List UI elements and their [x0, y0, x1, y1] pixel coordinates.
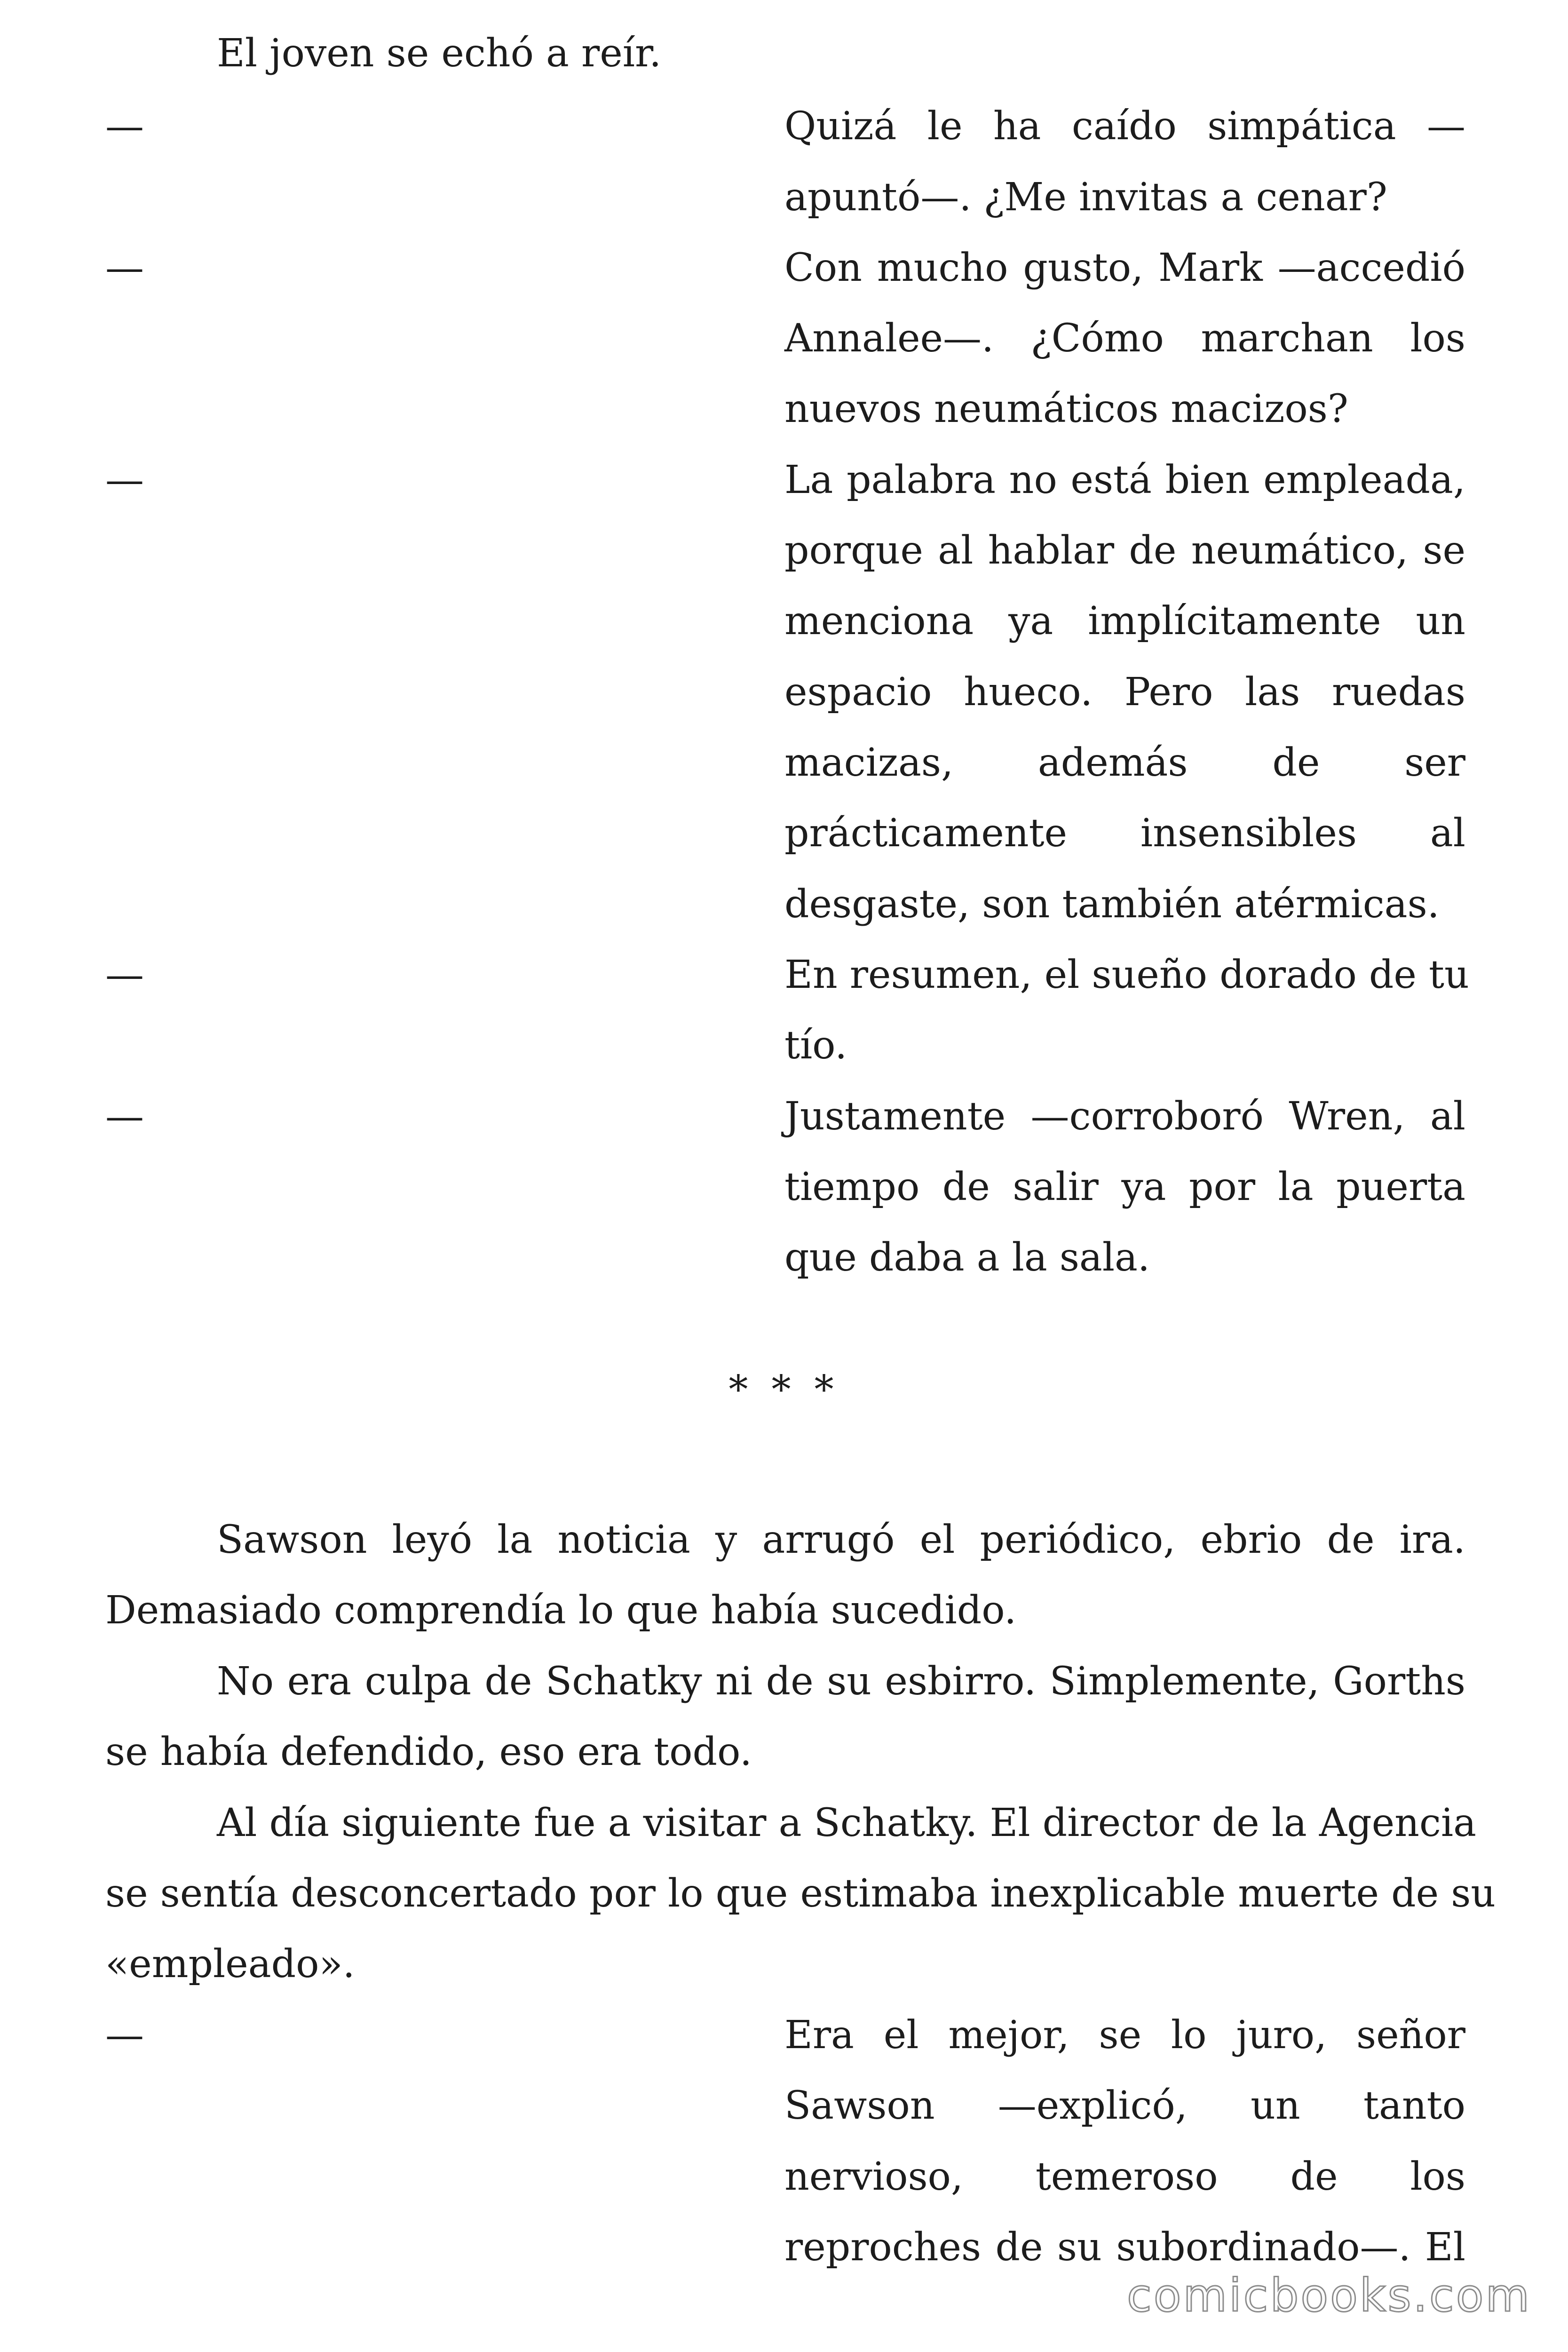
dialogue-line: Annalee—. ¿Cómo marchan los: [784, 316, 1465, 361]
paragraph-line: se sentía desconcertado por lo que estimaba inexplicable muerte de su: [105, 1871, 1496, 1916]
watermark: comicbooks.com: [1126, 2269, 1531, 2322]
dialogue-dash: —: [105, 458, 144, 502]
dialogue-line: Sawson —explicó, un tanto: [784, 2083, 1465, 2128]
dialogue-line: que daba a la sala.: [784, 1235, 1150, 1280]
dialogue-dash: —: [105, 2013, 144, 2058]
section-separator: * * *: [729, 1367, 839, 1412]
dialogue-line: desgaste, son también atérmicas.: [784, 882, 1440, 927]
dialogue-line: Con mucho gusto, Mark —accedió: [784, 246, 1465, 290]
dialogue-line: Era el mejor, se lo juro, señor: [784, 2013, 1465, 2058]
paragraph-line: Al día siguiente fue a visitar a Schatky. El director de la Agencia: [217, 1801, 1476, 1845]
dialogue-line: menciona ya implícitamente un: [784, 599, 1465, 644]
dialogue-dash: —: [105, 104, 144, 149]
paragraph-line: Sawson leyó la noticia y arrugó el periódico, ebrio de ira.: [217, 1518, 1465, 1562]
dialogue-line: tío.: [784, 1023, 847, 1068]
dialogue-line: prácticamente insensibles al: [784, 811, 1465, 856]
dialogue-line: nervioso, temeroso de los: [784, 2154, 1465, 2199]
dialogue-line: Justamente —corroboró Wren, al: [784, 1094, 1465, 1139]
paragraph-line: No era culpa de Schatky ni de su esbirro. Simplemente, Gorths: [217, 1659, 1465, 1704]
paragraph-line: se había defendido, eso era todo.: [105, 1730, 752, 1774]
dialogue-line: nuevos neumáticos macizos?: [784, 387, 1348, 431]
dialogue-dash: —: [105, 1094, 144, 1139]
paragraph-line: Demasiado comprendía lo que había sucedido.: [105, 1588, 1017, 1633]
dialogue-dash: —: [105, 953, 144, 997]
dialogue-line: apuntó—. ¿Me invitas a cenar?: [784, 175, 1387, 220]
dialogue-line: reproches de su subordinado—. El: [784, 2225, 1465, 2270]
paragraph-line: «empleado».: [105, 1942, 355, 1986]
dialogue-dash: —: [105, 246, 144, 290]
dialogue-line: macizas, además de ser: [784, 740, 1465, 785]
dialogue-line: Quizá le ha caído simpática —: [784, 104, 1465, 149]
paragraph-line: El joven se echó a reír.: [217, 31, 662, 76]
dialogue-line: espacio hueco. Pero las ruedas: [784, 670, 1465, 715]
dialogue-line: porque al hablar de neumático, se: [784, 528, 1465, 573]
dialogue-line: La palabra no está bien empleada,: [784, 458, 1465, 502]
dialogue-line: En resumen, el sueño dorado de tu: [784, 953, 1469, 997]
dialogue-line: tiempo de salir ya por la puerta: [784, 1165, 1465, 1209]
